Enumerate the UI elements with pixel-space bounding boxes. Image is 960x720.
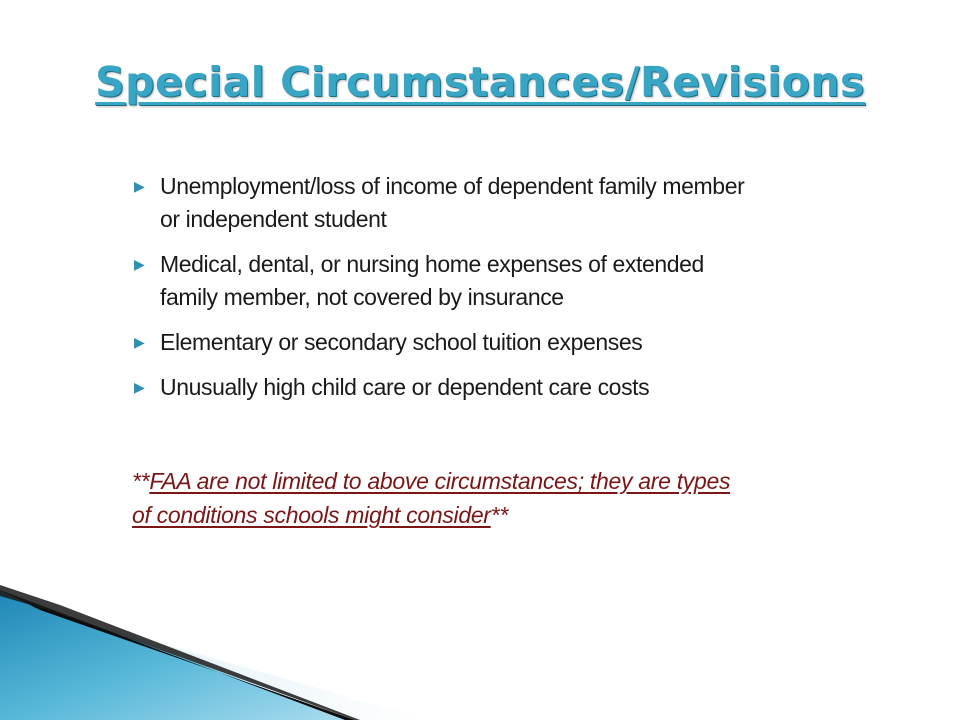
bullet-arrow-icon: ▶ xyxy=(134,334,145,350)
bullet-arrow-icon: ▶ xyxy=(134,178,145,194)
corner-dark-stripe-thin xyxy=(0,585,360,720)
bullet-text-line: Unusually high child care or dependent care costs xyxy=(160,374,650,400)
footnote-prefix: ** xyxy=(132,468,150,494)
bullet-item xyxy=(132,371,872,404)
bullet-item xyxy=(132,170,872,236)
bullet-arrow-icon: ▶ xyxy=(134,379,145,395)
bullet-item xyxy=(132,326,872,359)
bullet-text-line: family member, not covered by insurance xyxy=(160,284,564,310)
bullet-text-line: Medical, dental, or nursing home expenses of extended xyxy=(160,251,704,277)
corner-dark-stripe xyxy=(0,590,355,720)
bullet-item xyxy=(132,248,872,314)
footnote-link-line[interactable]: of conditions schools might consider xyxy=(132,502,491,528)
bullet-text-line: Unemployment/loss of income of dependent family member xyxy=(160,173,745,199)
slide-title: Special Circumstances/Revisions xyxy=(95,58,865,106)
footnote-link-line[interactable]: FAA are not limited to above circumstances; they are types xyxy=(149,468,731,494)
corner-pale-wedge xyxy=(0,598,430,720)
footnote-suffix: ** xyxy=(490,502,508,528)
bullet-arrow-icon: ▶ xyxy=(134,256,145,272)
bullet-text-line: Elementary or secondary school tuition expenses xyxy=(160,329,643,355)
bullet-text-line: or independent student xyxy=(160,206,387,232)
corner-teal-wedge xyxy=(0,590,350,720)
footnote xyxy=(132,464,852,532)
bullet-list xyxy=(132,170,872,416)
